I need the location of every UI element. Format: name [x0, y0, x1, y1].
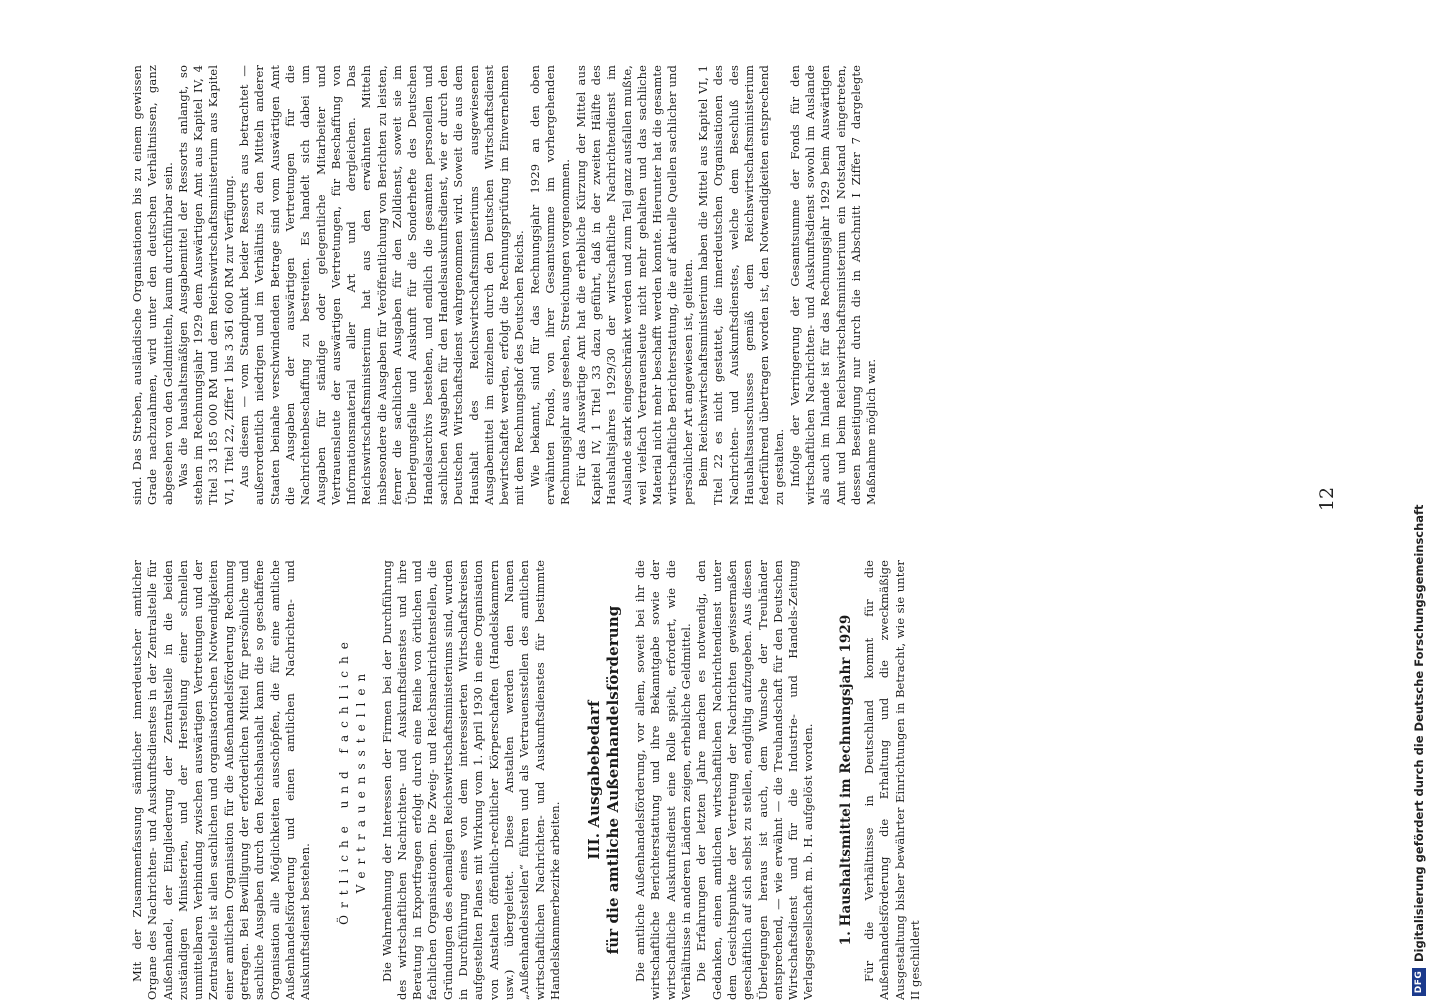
paragraph: Die amtliche Außenhandelsförderung, vor allem, soweit bei ihr die wirtschaftliche Berichterstattung und ihre Bekanntgabe sowie der wirtschaftliche Auskunftsdienst eine Rolle spielt, erfordert, wie die Verhältnisse in anderen Ländern zeigen, erhebliche Geldmittel.: [633, 560, 694, 1000]
paragraph: Die Erfahrungen der letzten Jahre machen es notwendig, den Gedanken, einen amtlichen wirtschaftlichen Nachrichtendienst unter dem Gesichtspunkte der Vertretung der Nachrichten gewissermaßen geschäftlich auf sich selbst zu stellen, endgültig aufzugeben. Aus diesen Überlegungen heraus ist auch, dem Wunsche der Treuhänder entsprechend, — wie erwähnt — die Treuhandschaft für den Deutschen Wirtschaftsdienst und für die Industrie- und Handels-Zeitung Verlagsgesellschaft m. b. H. aufgelöst worden.: [694, 560, 816, 1000]
digitization-footer: [1408, 0, 1430, 1000]
paragraph: Beim Reichswirtschaftsministerium haben die Mittel aus Kapitel VI, 1 Titel 22 es nicht gestattet, die innerdeutschen Organisationen des Nachrichten- und Auskunftsdienstes, welche dem Beschluß des Haushaltsausschusses gemäß dem Reichswirtschaftsministerium federführend übertragen worden ist, den Notwendigkeiten entsprechend zu gestalten.: [695, 65, 787, 505]
paragraph: Für das Auswärtige Amt hat die erhebliche Kürzung der Mittel aus Kapitel IV, 1 Titel 33 dazu geführt, daß in der zweiten Hälfte des Haushaltsjahres 1929/30 der wirtschaftliche Nachrichtendienst im Auslande stark eingeschränkt werden und zum Teil ganz ausfallen mußte, weil vielfach Vertrauensleute nicht mehr gehalten und das sachliche Material nicht mehr beschafft werden konnte. Hierunter hat die gesamte wirtschaftliche Berichterstattung, die auf aktuelle Quellen sachlicher und persönlicher Art angewiesen ist, gelitten.: [573, 65, 695, 505]
section-heading-expenditure: [585, 560, 623, 1000]
paragraph: Für die Verhältnisse in Deutschland kommt für die Außenhandelsförderung die Erhaltung und die zweckmäßige Ausgestaltung bisher bewährter Einrichtungen in Betracht, wie sie unter II geschildert: [861, 560, 922, 1000]
section-heading-line-2: für die amtliche Außenhandelsförderung: [604, 605, 623, 955]
paragraph: Mit der Zusammenfassung sämtlicher innerdeutscher amtlicher Organe des Nachrichten- und Auskunftsdienstes in der Zentralstelle für Außenhandel, der Eingliederung der Zentralstelle in die beiden zuständigen Ministerien, und der Herstellung einer schnellen unmittelbaren Verbindung zwischen auswärtigen Vertretungen und der Zentralstelle ist allen sachlichen und organisatorischen Notwendigkeiten einer amtlichen Organisation für die Außenhandelsförderung Rechnung getragen. Bei Bewilligung der erforderlichen Mittel für persönliche und sachliche Ausgaben durch den Reichshaushalt kann die so geschaffene Organisation alle Möglichkeiten ausschöpfen, die für eine amtliche Außenhandelsförderung und einen amtlichen Nachrichten- und Auskunftsdienst bestehen.: [130, 560, 313, 1000]
left-text-column: [130, 560, 923, 1000]
paragraph: Infolge der Verringerung der Gesamtsumme der Fonds für den wirtschaftlichen Nachrichten- und Auskunftsdienst sowohl im Auslande als auch im Inlande ist für das Rechnungsjahr 1929 beim Auswärtigen Amt und beim Reichswirtschaftsministerium ein Notstand eingetreten, dessen Beseitigung nur durch die in Abschnitt I Ziffer 7 dargelegte Maßnahme möglich war.: [787, 65, 879, 505]
right-text-column: [130, 65, 880, 505]
paragraph: sind. Das Streben, ausländische Organisationen bis zu einem gewissen Grade nachzuahmen, wird unter den deutschen Verhältnissen, ganz abgesehen von den Geldmitteln, kaum durchführbar sein.: [130, 65, 175, 505]
paragraph: Was die haushaltsmäßigen Ausgabemittel der Ressorts anlangt, so stehen im Rechnungsjahr 1929 dem Auswärtigen Amt aus Kapitel IV, 4 Titel 33 185 000 RM und dem Reichswirtschaftsministerium aus Kapitel VI, 1 Titel 22, Ziffer 1 bis 3 361 600 RM zur Verfügung.: [175, 65, 236, 505]
paragraph: Die Wahrnehmung der Interessen der Firmen bei der Durchführung des wirtschaftlichen Nachrichten- und Auskunftsdienstes und ihre Beratung in Exportfragen erfolgt durch eine Reihe von örtlichen und fachlichen Organisationen. Die Zweig- und Reichsnachrichtenstellen, die Gründungen des ehemaligen Reichswirtschaftsministeriums sind, wurden in Durchführung eines von dem interessierten Wirtschaftskreisen aufgestellten Planes mit Wirkung vom 1. April 1930 in eine Organisation von Anstalten öffentlich-rechtlicher Körperschaften (Handelskammern usw.) übergeleitet. Diese Anstalten werden den Namen „Außenhandelsstellen“ führen und als Vertrauensstellen des amtlichen wirtschaftlichen Nachrichten- und Auskunftsdienstes für bestimmte Handelskammerbezirke arbeiten.: [379, 560, 562, 1000]
section-heading-local-offices: Örtliche und fachliche Vertrauensstellen: [336, 635, 368, 925]
digitization-credit: Digitalisierung gefördert durch die Deutsche Forschungsgemeinschaft: [1412, 504, 1426, 962]
page-number: 12: [1316, 486, 1338, 512]
paragraph: Aus diesem — vom Standpunkt beider Ressorts aus betrachtet — außerordentlich niedrigen und im Verhältnis zu den Mitteln anderer Staaten beinahe verschwindenden Betrage sind vom Auswärtigen Amt die Ausgaben der auswärtigen Vertretungen für die Nachrichtenbeschaffung zu bestreiten. Es handelt sich dabei um Ausgaben für ständige oder gelegentliche Mitarbeiter und Vertrauensleute der auswärtigen Vertretungen, für Beschaffung von Informationsmaterial aller Art und dergleichen. Das Reichswirtschaftsministerium hat aus den erwähnten Mitteln insbesondere die Ausgaben für Veröffentlichung von Berichten zu leisten, ferner die sachlichen Ausgaben für den Zolldienst, soweit sie im Überlegungsfalle und Auskunft für die Sonderhefte des Deutschen Handelsarchivs bestehen, und endlich die gesamten personellen und sachlichen Ausgaben für den Handelsauskunftsdienst, wie er durch den Deutschen Wirtschaftsdienst wahrgenommen wird. Soweit die aus dem Haushalt des Reichswirtschaftsministeriums ausgewiesenen Ausgabemittel im einzelnen durch den Deutschen Wirtschaftsdienst bewirtschaftet werden, erfolgt die Rechnungsprüfung im Einvernehmen mit dem Rechnungshof des Deutschen Reichs.: [237, 65, 527, 505]
paragraph: Wie bekannt, sind für das Rechnungsjahr 1929 an den oben erwähnten Fonds, von ihrer Gesamtsumme im vorhergehenden Rechnungsjahr aus gesehen, Streichungen vorgenommen.: [527, 65, 573, 505]
dfg-logo: DFG: [1412, 968, 1426, 996]
section-heading-line-1: III. Ausgabebedarf: [585, 700, 604, 860]
subsection-heading-budget-1929: 1. Haushaltsmittel im Rechnungsjahr 1929: [837, 614, 854, 946]
